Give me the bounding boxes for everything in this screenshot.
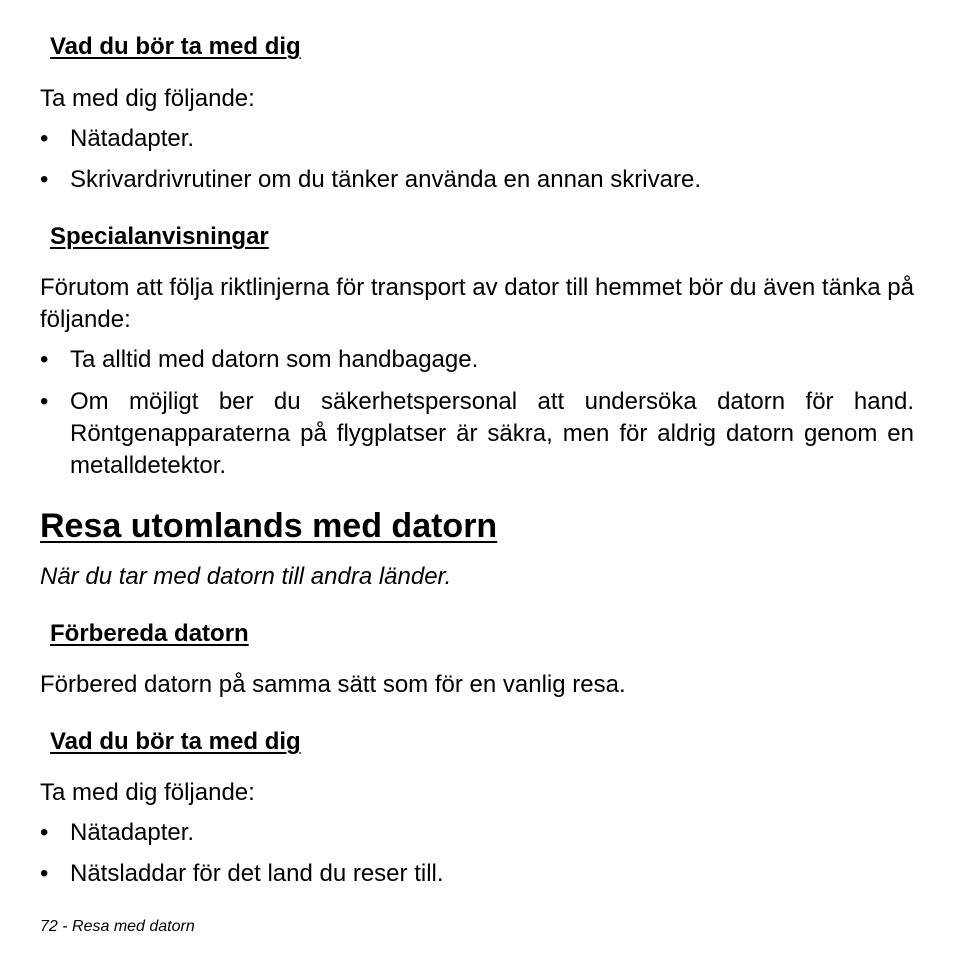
page-footer: 72 - Resa med datorn [40, 918, 195, 935]
list-item-text: Nätadapter. [70, 125, 195, 152]
list-item [0, 817, 954, 849]
list-item [0, 344, 954, 376]
list-item-text: Nätsladdar för det land du reser till. [70, 860, 444, 887]
list-item-text: Ta alltid med datorn som handbagage. [70, 346, 479, 373]
section-paragraph: Förutom att följa riktlinjerna för transport av dator till hemmet bör du även tänka på följande: [40, 274, 914, 333]
bullet-marker: • [40, 346, 49, 373]
bullet-marker: • [40, 860, 49, 887]
section-intro: Ta med dig följande: [40, 85, 255, 112]
section-intro: Ta med dig följande: [40, 779, 255, 806]
section-heading-what-to-bring: Vad du bör ta med dig [50, 33, 301, 60]
list-item-text: Skrivardrivrutiner om du tänker använda en annan skrivare. [70, 166, 701, 193]
list-item [0, 858, 954, 890]
list-item [0, 164, 954, 196]
list-item [0, 123, 954, 155]
chapter-subtitle: När du tar med datorn till andra länder. [40, 563, 452, 590]
bullet-marker: • [40, 388, 49, 415]
list-item [0, 386, 954, 482]
section-heading-prepare-computer: Förbereda datorn [50, 620, 249, 647]
section-paragraph: Förbered datorn på samma sätt som för en vanlig resa. [40, 671, 626, 698]
bullet-marker: • [40, 166, 49, 193]
bullet-marker: • [40, 125, 49, 152]
section-heading-special-instructions: Specialanvisningar [50, 223, 269, 250]
section-heading-what-to-bring-abroad: Vad du bör ta med dig [50, 728, 301, 755]
list-item-text: Nätadapter. [70, 819, 195, 846]
list-item-text: Om möjligt ber du säkerhetspersonal att undersöka datorn för hand. Röntgenapparaterna på flygplatser är säkra, men för aldrig datorn genom en metalldetektor. [70, 388, 914, 479]
bullet-marker: • [40, 819, 49, 846]
chapter-title: Resa utomlands med datorn [40, 507, 498, 545]
